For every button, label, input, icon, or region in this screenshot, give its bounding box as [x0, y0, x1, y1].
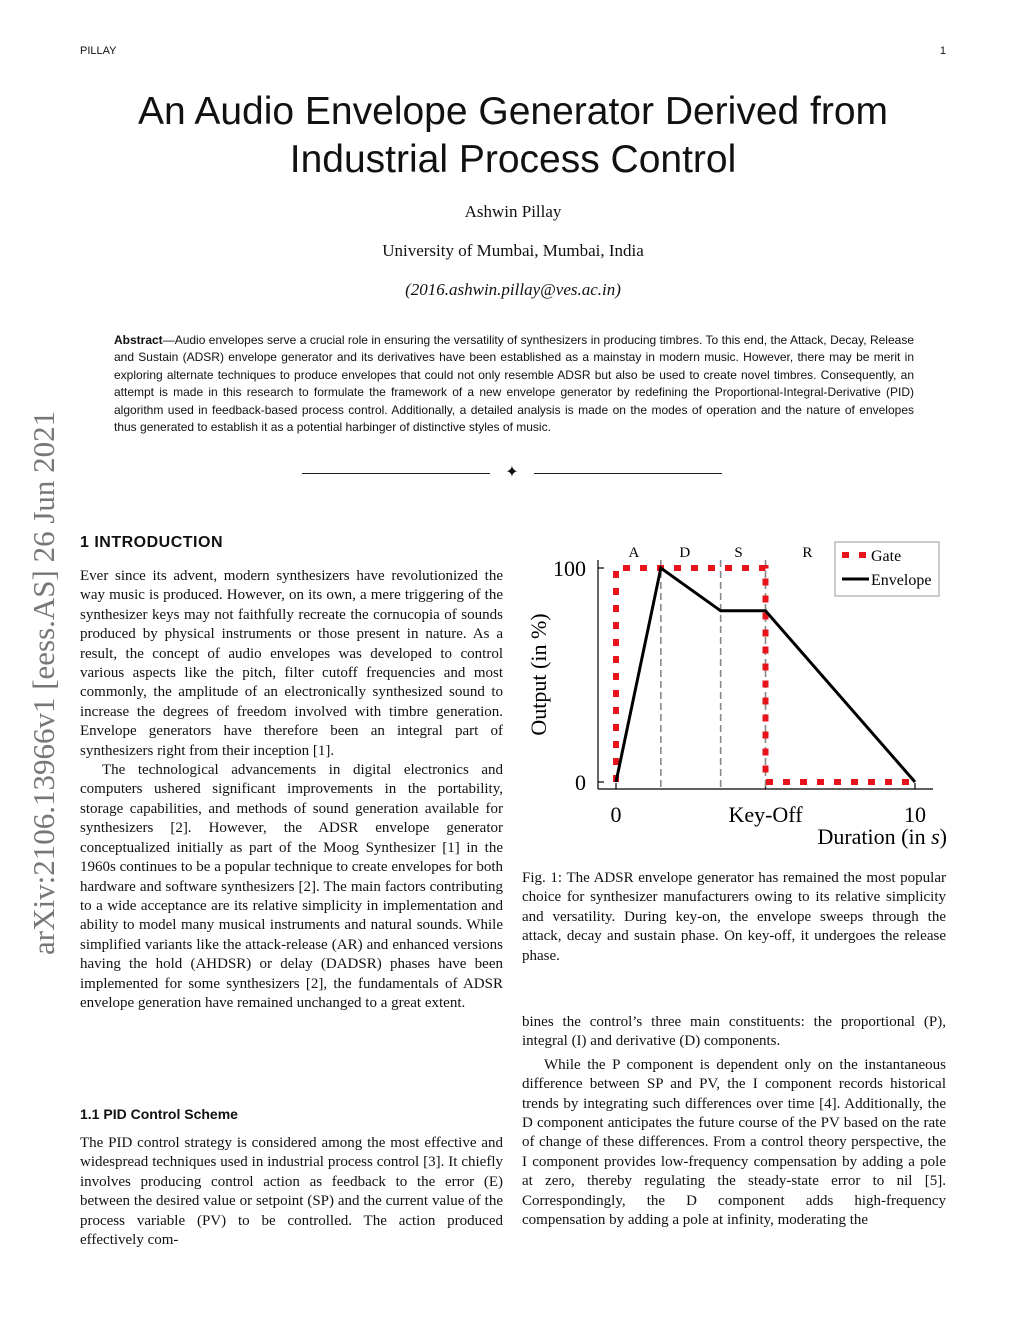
- author-email: (2016.ashwin.pillay@ves.ac.in): [405, 280, 621, 299]
- x-tick-label: 10: [904, 802, 926, 827]
- divider-line-left: [302, 473, 490, 474]
- divider-diamond-icon: ✦: [505, 464, 519, 481]
- y-tick-label: 100: [553, 556, 586, 581]
- divider-line-right: [534, 473, 722, 474]
- header-author: PILLAY: [80, 45, 117, 57]
- right-paragraph-2: While the P component is dependent only on the instantaneous difference between SP and PV, the I component records historical trends by integrating such differences over time [4]. Additionally, the D component anticipates the future course of the PV based on the rate of change of these differences. From a control theory perspective, the I component provides low-frequency compensation by adding a pole at zero, thereby regulating the steady-state error to nil [5]. Correspondingly, the D component adds high-frequency compensation by adding a pole at infinity, moderating the: [522, 1056, 946, 1229]
- pid-body: [80, 1134, 503, 1250]
- affiliation: University of Mumbai, Mumbai, India: [382, 241, 644, 260]
- subsection-heading-pid: 1.1 PID Control Scheme: [80, 1106, 238, 1122]
- title-line-2: Industrial Process Control: [289, 138, 737, 181]
- title-line-1: An Audio Envelope Generator Derived from: [137, 90, 889, 133]
- adsr-figure: [522, 540, 952, 860]
- abstract-text: —Audio envelopes serve a crucial role in ensuring the versatility of synthesizers in producing timbres. To this end, the Attack, Decay, Release and Sustain (ADSR) envelope generator and its derivatives have been established as a mainstay in modern music. However, there may be merit in exploring alternate techniques to produce envelopes that could not only resemble ADSR but also be used to create novel timbres. Consequently, an attempt is made in this research to formulate the framework of a new envelope generator by redefining the Proportional-Integral-Derivative (PID) algorithm used in feedback-based process control. Additionally, a detailed analysis is made on the modes of operation and the nature of envelopes thus generated to establish it as a potential harbinger of distinctive styles of music.: [114, 333, 914, 435]
- intro-paragraph-1: Ever since its advent, modern synthesizers have revolutionized the way music is produced. However, on its own, a mere triggering of the synthesizer keys may not faithfully recreate the cornucopia of sounds produced by physical instruments or those present in nature. As a result, the concept of audio envelopes was developed to control various aspects like the pitch, filter cutoff frequencies and most commonly, the amplitude of an electronically synthesized sound to increase the degrees of freedom involved with timbre generation. Envelope generators have therefore been an integral part of synthesizers right from their inception [1].: [80, 568, 503, 759]
- x-tick-label: 0: [610, 802, 622, 827]
- arxiv-identifier: arXiv:2106.13966v1 [eess.AS] 26 Jun 2021: [26, 410, 61, 955]
- y-axis-label: Output (in %): [526, 613, 551, 736]
- page-number: 1: [939, 45, 946, 57]
- right-column-body: [522, 1013, 946, 1230]
- phase-label: A: [628, 545, 640, 561]
- abstract-label: Abstract: [114, 333, 163, 347]
- introduction-body: [80, 567, 503, 1013]
- x-axis-label: Duration (in s): [817, 824, 947, 849]
- figure-caption: Fig. 1: The ADSR envelope generator has remained the most popular choice for synthesizer manufacturers owing to its relative simplicity and versatility. During key-on, the envelope sweeps through the attack, decay and sustain phase. On key-off, it undergoes the release phase.: [522, 870, 946, 964]
- phase-label: D: [679, 545, 691, 561]
- x-tick-label: Key-Off: [728, 802, 803, 827]
- adsr-chart: [522, 540, 952, 860]
- author-name: Ashwin Pillay: [464, 202, 562, 221]
- legend-envelope-label: Envelope: [871, 572, 932, 589]
- section-divider: [302, 463, 722, 483]
- running-header: [80, 45, 946, 61]
- intro-paragraph-2: The technological advancements in digital electronics and computers ushered significant improvements in the portability, storage capabilities, and methods of sound generation available for synthesizers [2]. However, the ADSR envelope generator conceptualized initially as part of the Moog Synthesizer [1] in the 1960s continues to be a popular technique to create envelopes for both hardware and software synthesizers [2]. The main factors contributing to a wide acceptance are its relative simplicity in implementation and ability to model many musical instruments and natural sounds. While simplified variants like the attack-release (AR) and enhanced versions having the hold (AHDSR) or delay (DADSR) phases have been implemented for some synthesizers [2], the fundamentals of ADSR envelope generation have remained unchanged to a great extent.: [80, 762, 503, 1011]
- paper-title: [80, 88, 946, 184]
- section-heading-introduction: 1 INTRODUCTION: [80, 534, 223, 551]
- abstract: [114, 332, 914, 436]
- right-paragraph-1: bines the control’s three main constituents: the proportional (P), integral (I) and derivative (D) components.: [522, 1014, 946, 1050]
- phase-label: S: [734, 545, 743, 561]
- legend-gate-label: Gate: [871, 548, 902, 565]
- phase-label: R: [802, 545, 813, 561]
- y-tick-label: 0: [575, 770, 586, 795]
- pid-paragraph-1: The PID control strategy is considered among the most effective and widespread techniques used in industrial process control [3]. It chiefly involves producing control action as feedback to the error (E) between the desired value or setpoint (SP) and the current value of the process variable (PV) to be controlled. The action produced effectively com-: [80, 1135, 503, 1249]
